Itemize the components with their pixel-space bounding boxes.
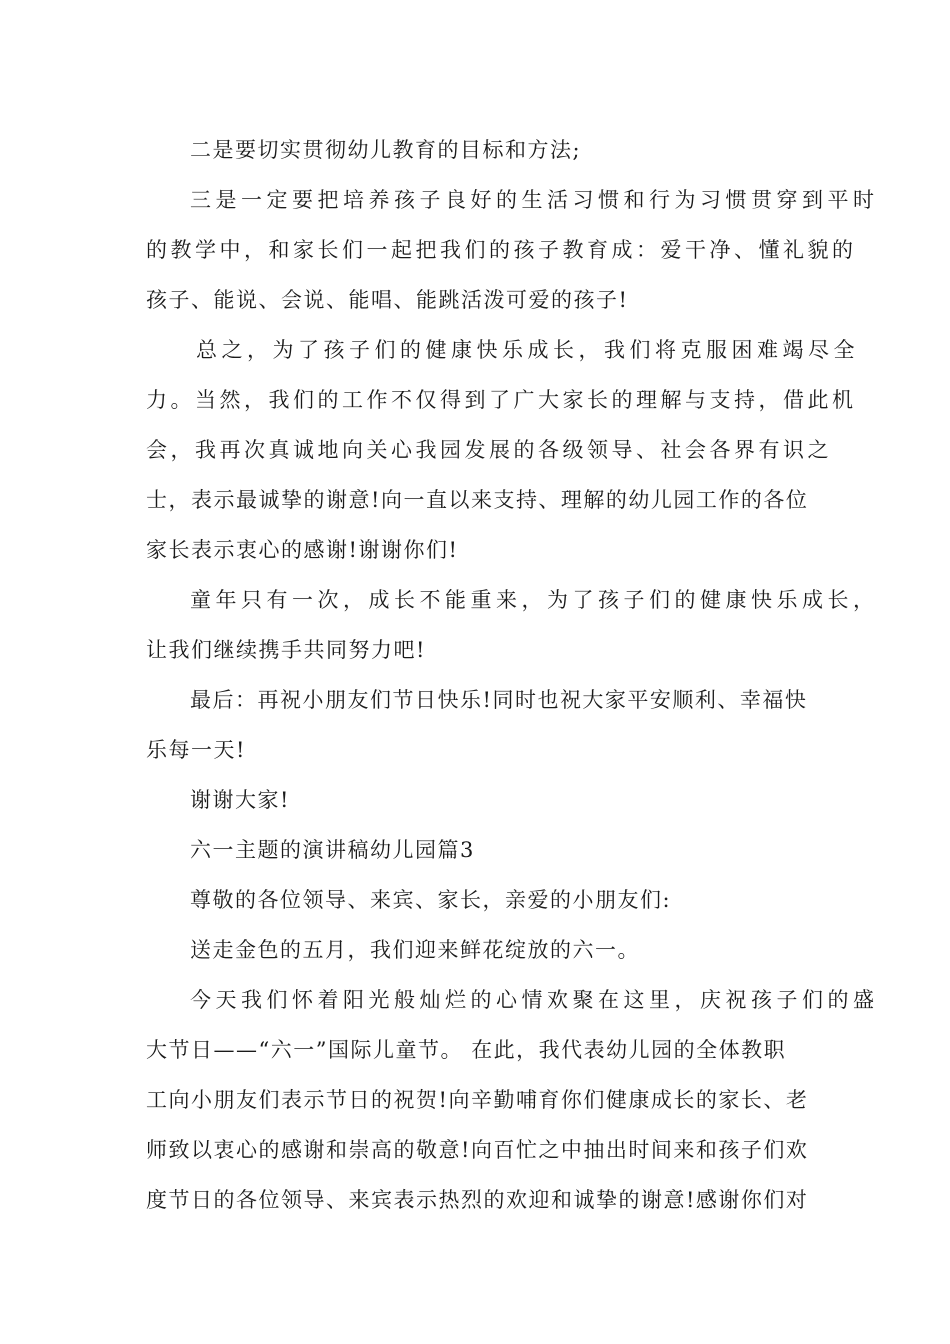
text-line: 度节日的各位领导、来宾表示热烈的欢迎和诚挚的谢意!感谢你们对 [146,1188,809,1212]
section-heading: 六一主题的演讲稿幼儿园篇3 [190,838,475,862]
text-line: 工向小朋友们表示节日的祝贺!向辛勤哺育你们健康成长的家长、老 [146,1088,809,1112]
text-line: 尊敬的各位领导、来宾、家长，亲爱的小朋友们: [190,888,672,912]
text-line: 最后：再祝小朋友们节日快乐!同时也祝大家平安顺利、幸福快 [190,688,808,712]
text-line: 家长表示衷心的感谢!谢谢你们! [146,538,459,562]
text-line: 送走金色的五月，我们迎来鲜花绽放的六一。 [190,938,640,962]
text-line: 大节日——“六一”国际儿童节。 在此，我代表幼儿园的全体教职 [146,1038,787,1062]
text-line: 二是要切实贯彻幼儿教育的目标和方法; [190,138,582,162]
text-line: 师致以衷心的感谢和崇高的敬意!向百忙之中抽出时间来和孩子们欢 [146,1138,809,1162]
text-line: 今天我们怀着阳光般灿烂的心情欢聚在这里，庆祝孩子们的盛 [190,988,879,1012]
text-line: 的教学中，和家长们一起把我们的孩子教育成：爱干净、懂礼貌的 [146,238,857,262]
text-line: 童年只有一次，成长不能重来，为了孩子们的健康快乐成长， [190,588,879,612]
text-line: 谢谢大家! [190,788,290,812]
text-line: 三是一定要把培养孩子良好的生活习惯和行为习惯贯穿到平时 [190,188,879,212]
text-line: 会，我再次真诚地向关心我园发展的各级领导、社会各界有识之 [146,438,832,462]
text-line: 让我们继续携手共同努力吧! [146,638,426,662]
text-line: 总之，为了孩子们的健康快乐成长，我们将克服困难竭尽全 [196,338,859,362]
text-line: 力。当然，我们的工作不仅得到了广大家长的理解与支持，借此机 [146,388,857,412]
text-line: 乐每一天! [146,738,246,762]
text-line: 孩子、能说、会说、能唱、能跳活泼可爱的孩子! [146,288,629,312]
text-line: 士，表示最诚挚的谢意!向一直以来支持、理解的幼儿园工作的各位 [146,488,809,512]
